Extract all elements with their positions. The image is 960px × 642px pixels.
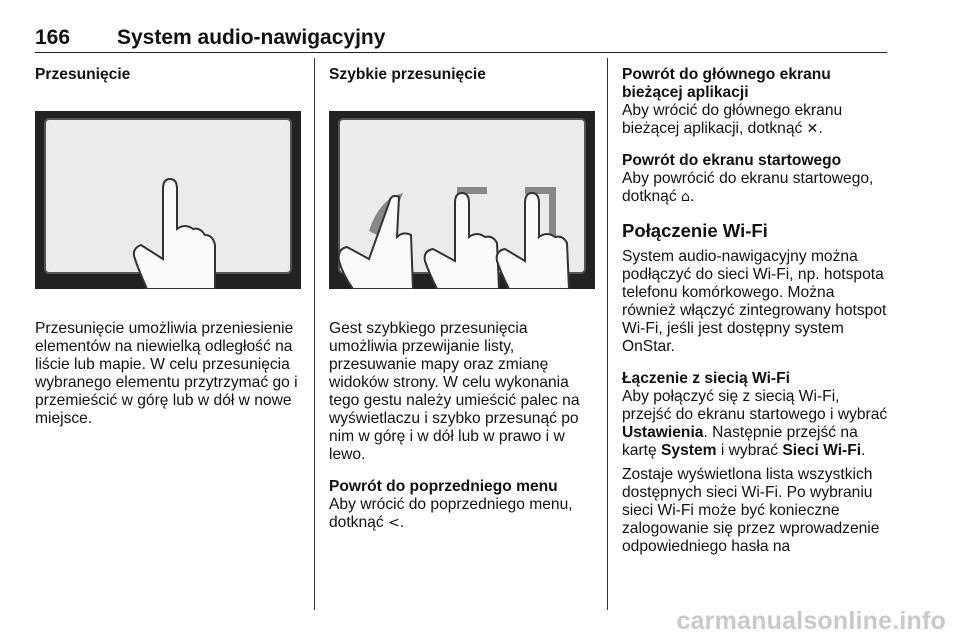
column-divider — [314, 58, 315, 610]
section-heading-drag: Przesunięcie — [35, 66, 131, 83]
home-body: Aby powrócić do ekranu startowego, dotknąć ⌂. — [622, 170, 874, 205]
drag-description — [35, 320, 305, 428]
section-heading-back: Powrót do poprzedniego menu — [329, 478, 558, 495]
section-heading-flick: Szybkie przesunięcie — [329, 66, 486, 83]
column-1 — [35, 66, 305, 84]
connect-body: Aby połączyć się z siecią Wi-Fi, przejść do ekranu startowego i wybrać Ustawienia. Następnie przejść na kartę System i wybrać Sieci Wi-Fi. — [622, 388, 888, 459]
column-3 — [622, 66, 892, 556]
section-heading-home: Powrót do ekranu startowego — [622, 152, 842, 169]
chapter-title: System audio-nawigacyjny — [117, 26, 386, 49]
back-body: Aby wrócić do poprzedniego menu, dotknąć <. — [329, 496, 573, 531]
drag-gesture-illustration — [35, 111, 301, 289]
section-heading-app-main: Powrót do głównego ekranu bieżącej aplikacji — [622, 66, 831, 101]
flick-gesture-illustration — [329, 111, 595, 289]
wifi-body: System audio-nawigacyjny można podłączyć do sieci Wi-Fi, np. hotspota telefonu komórkowego. Można również włączyć zintegrowany hotspot Wi-Fi, jeśli jest dostępny system OnStar. — [622, 248, 887, 355]
settings-label: Ustawienia — [622, 424, 704, 441]
column-2 — [329, 66, 595, 84]
flick-description — [329, 320, 595, 532]
home-icon: ⌂. — [680, 189, 695, 205]
app-main-body: Aby wrócić do głównego ekranu bieżącej aplikacji, dotknąć ✕. — [622, 102, 843, 137]
column-divider — [607, 58, 608, 610]
section-heading-connect: Łączenie z siecią Wi-Fi — [622, 370, 790, 387]
watermark: carmanualsonline.info — [676, 607, 946, 635]
network-list-body: Zostaje wyświetlona lista wszystkich dostępnych sieci Wi-Fi. Po wybraniu sieci Wi-Fi może być konieczne zalogowanie się przez wprowadzenie odpowiedniego hasła na — [622, 466, 880, 555]
drag-body: Przesunięcie umożliwia przeniesienie elementów na niewielką odległość na liście lub mapie. W celu przesunięcia wybranego elementu przytrzymać go i przemieścić w górę lub w dół w nowe miejsce. — [35, 320, 298, 427]
system-tab-label: System — [661, 442, 717, 459]
flick-body: Gest szybkiego przesunięcia umożliwia przewijanie listy, przesuwanie mapy oraz zmianę widoków strony. W celu wykonania tego gestu należy umieścić palec na wyświetlaczu i szybko przesunąć po nim w górę i w dół lub w prawo i w lewo. — [329, 320, 580, 463]
close-icon: ✕. — [806, 121, 823, 137]
page-header — [35, 26, 887, 53]
back-icon: <. — [387, 515, 405, 531]
page-number: 166 — [35, 26, 71, 49]
wifi-networks-label: Sieci Wi-Fi — [782, 442, 862, 459]
section-heading-wifi: Połączenie Wi-Fi — [622, 220, 768, 241]
